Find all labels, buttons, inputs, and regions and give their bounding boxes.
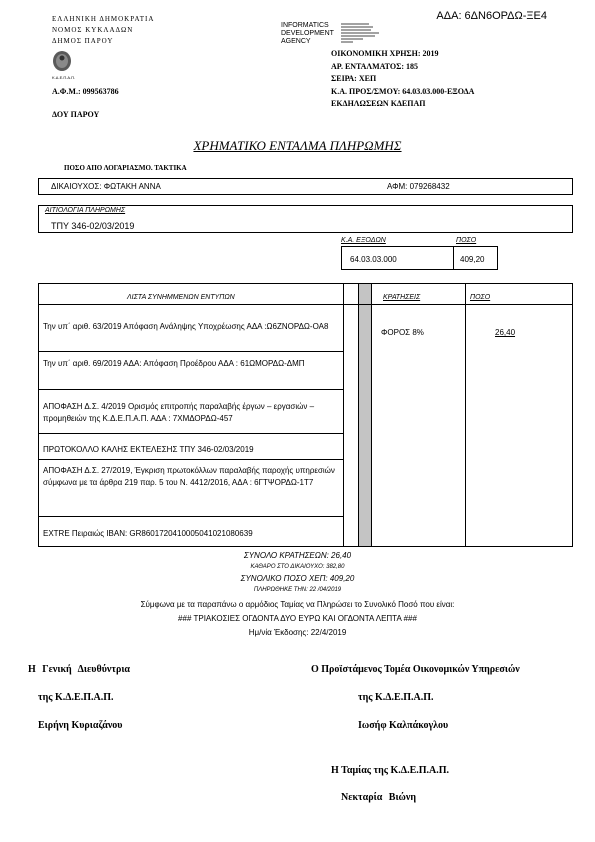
doc-row-6: EXTRE Πειραιώς IBAN: GR8601720410005041021080639 [43, 529, 253, 538]
right-signatory-name: Ιωσήφ Καλπάκογλου [358, 720, 449, 731]
doc-row-5: ΑΠΟΦΑΣΗ Δ.Σ. 27/2019, Έγκριση πρωτοκόλλων παραλαβής παροχής υπηρεσιών σύμφωνα με τα άρθρα 219 παρ. 5 του Ν. 4412/2016, ΑΔΑ : 6ΓΤΨΟΡΔΩ-1Τ7 [43, 466, 335, 487]
doc-row-4: ΠΡΩΤΟΚΟΛΛΟ ΚΑΛΗΣ ΕΚΤΕΛΕΣΗΣ ΤΠΥ 346-02/03/2019 [43, 445, 254, 454]
cashier-title: Η Ταμίας της Κ.Δ.Ε.Π.Α.Π. [331, 765, 450, 776]
doc-row-3: ΑΠΟΦΑΣΗ Δ.Σ. 4/2019 Ορισμός επιτροπής παραλαβής έργων – εργασιών – προμηθειών της Κ.Δ.Ε.Π.Α.Π. ΑΔΑ : 7ΧΜΔΟΡΔΩ-457 [43, 402, 315, 423]
justification-value: ΤΠΥ 346-02/03/2019 [51, 221, 135, 231]
right-signatory-org: της Κ.Δ.Ε.Π.Α.Π. [358, 692, 434, 703]
instruction-text: Σύμφωνα με τα παραπάνω ο αρμόδιος Ταμίας να Πληρώσει το Συνολικό Ποσό που είναι: [140, 600, 455, 609]
iida-line-1: INFORMATICS [281, 22, 329, 29]
page-title: ΧΡΗΜΑΤΙΚΟ ΕΝΤΑΛΜΑ ΠΛΗΡΩΜΗΣ [193, 138, 402, 153]
ka-line-1: Κ.Α. ΠΡΟΣ/ΣΜΟΥ: 64.03.03.000-ΕΞΟΔΑ [331, 86, 475, 96]
beneficiary-box [38, 178, 573, 195]
left-signatory-org: της Κ.Δ.Ε.Π.Α.Π. [38, 692, 114, 703]
org-afm: Α.Φ.Μ.: 099563786 [52, 87, 119, 96]
left-signatory-name: Ειρήνη Κυριαζάνου [38, 720, 123, 731]
code-col2-header: ΠΟΣΟ [456, 237, 477, 244]
series: ΣΕΙΡΑ: ΧΕΠ [331, 74, 377, 83]
deductions-header: ΚΡΑΤΗΣΕΙΣ [383, 294, 421, 301]
code-value: 64.03.03.000 [350, 255, 397, 264]
logo-icon [52, 50, 72, 76]
org-doy: ΔΟΥ ΠΑΡΟΥ [52, 110, 100, 119]
order-number: ΑΡ. ΕΝΤΑΛΜΑΤΟΣ: 185 [331, 61, 418, 71]
docs-header: ΛΙΣΤΑ ΣΥΝΗΜΜΕΝΩΝ ΕΝΤΥΠΩΝ [127, 294, 235, 301]
shaded-column [358, 284, 371, 546]
left-signatory-title: Η Γενική Διευθύντρια [28, 664, 131, 675]
logo-caption: Κ.Δ.Ε.Π.Α.Π. [52, 75, 76, 80]
org-line-1: ΕΛΛΗΝΙΚΗ ΔΗΜΟΚΡΑΤΙΑ [52, 15, 155, 23]
code-amount: 409,20 [460, 255, 485, 264]
meta-block [331, 48, 474, 111]
doc-row-1-amount: 26,40 [495, 328, 516, 337]
iida-fineprint-graphic [341, 22, 386, 44]
total-deductions: ΣΥΝΟΛΟ ΚΡΑΤΗΣΕΩΝ: 26,40 [243, 551, 352, 560]
total-gross: ΣΥΝΟΛΙΚΟ ΠΟΣΟ ΧΕΠ: 409,20 [240, 574, 355, 583]
iida-block [281, 22, 334, 46]
beneficiary-afm: ΑΦΜ: 079268432 [387, 182, 450, 191]
ka-line-2: ΕΚΔΗΛΩΣΕΩΝ ΚΔΕΠΑΠ [331, 99, 426, 108]
issue-date: Ημ/νία Έκδοσης: 22/4/2019 [248, 628, 347, 637]
doc-row-1: Την υπ΄ αριθ. 63/2019 Απόφαση Ανάληψης Υποχρέωσης ΑΔΑ :Ω6ΖΝΟΡΔΩ-ΟΑ8 [43, 322, 329, 331]
documents-table [38, 283, 573, 547]
org-line-2: ΝΟΜΟΣ ΚΥΚΛΑΔΩΝ [52, 26, 134, 34]
code-col1-header: Κ.Α. ΕΞΟΔΩΝ [341, 237, 386, 244]
code-table [341, 246, 498, 270]
justification-box [38, 205, 573, 233]
account-line: ΠΟΣΟ ΑΠΟ ΛΟΓΑΡΙΑΣΜΟ. ΤΑΚΤΙΚΑ [64, 164, 187, 172]
right-signatory-title: Ο Προϊστάμενος Τομέα Οικονομικών Υπηρεσιών [311, 664, 520, 675]
beneficiary-name: ΔΙΚΑΙΟΥΧΟΣ: ΦΩΤΑΚΗ ΑΝΝΑ [51, 182, 161, 191]
totals-block [0, 550, 595, 596]
iida-line-3: AGENCY [281, 38, 311, 45]
doc-row-2: Την υπ΄ αριθ. 69/2019 ΑΔΑ: Απόφαση Προέδρου ΑΔΑ : 61ΩΜΟΡΔΩ-ΔΜΠ [43, 359, 305, 368]
doc-row-1-deduction: ΦΟΡΟΣ 8% [381, 328, 424, 337]
justification-label: ΑΙΤΙΟΛΟΓΙΑ ΠΛΗΡΩΜΗΣ [45, 207, 126, 214]
iida-line-2: DEVELOPMENT [281, 30, 334, 37]
total-paid-date: ΠΛΗΡΩΘΗΚΕ ΤΗΝ: 22 /04/2019 [253, 586, 342, 593]
amount-header: ΠΟΣΟ [470, 294, 491, 301]
amount-in-words: ### ΤΡΙΑΚΟΣΙΕΣ ΟΓΔΟΝΤΑ ΔΥΟ ΕΥΡΩ ΚΑΙ ΟΓΔΟΝΤΑ ΛΕΠΤΑ ### [178, 614, 417, 623]
total-net: ΚΑΘΑΡΟ ΣΤΟ ΔΙΚΑΙΟΥΧΟ: 382,80 [250, 563, 345, 570]
ada-code: ΑΔΑ: 6ΔΝ6ΟΡΔΩ-ΞΕ4 [436, 10, 547, 22]
org-block [52, 14, 154, 47]
org-line-3: ΔΗΜΟΣ ΠΑΡΟΥ [52, 37, 114, 45]
cashier-name: Νεκταρία Βιώνη [341, 792, 416, 803]
fiscal-year: ΟΙΚΟΝΟΜΙΚΗ ΧΡΗΣΗ: 2019 [331, 49, 439, 58]
